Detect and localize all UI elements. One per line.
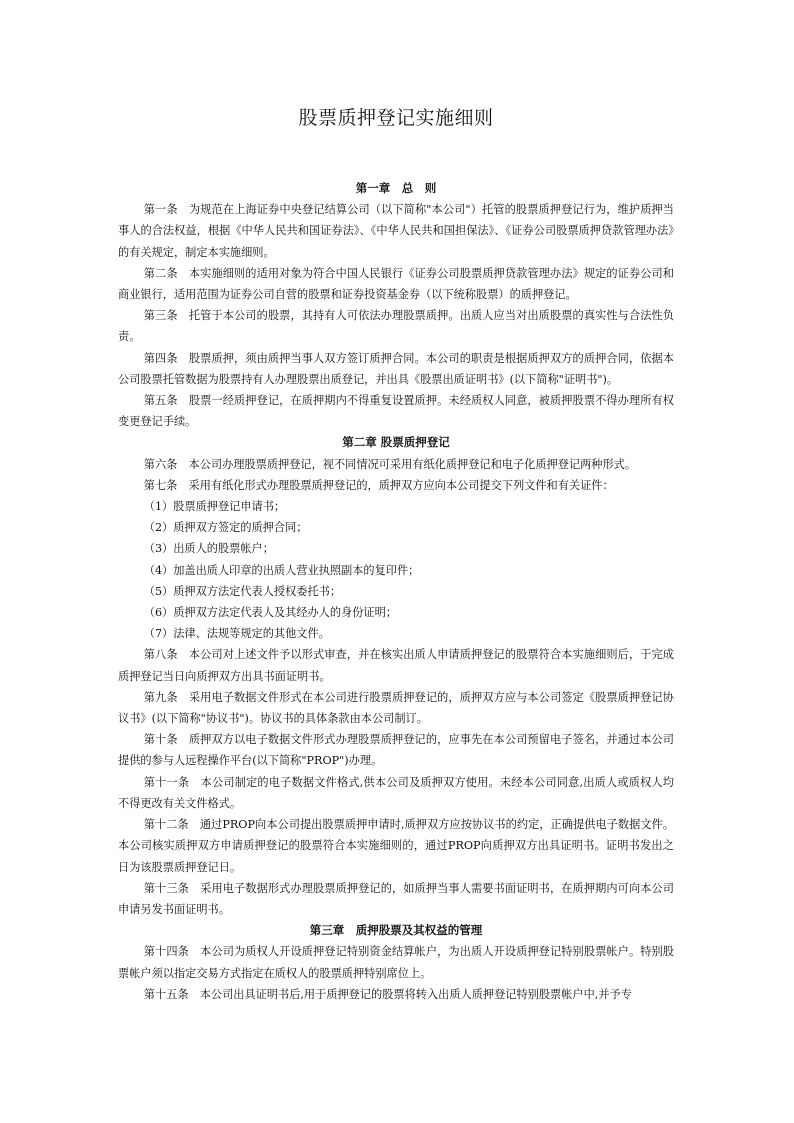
list-item: （5）质押双方法定代表人授权委托书； [143, 584, 342, 598]
article-paragraph: 第七条 采用有纸化形式办理股票质押登记的，质押双方应向本公司提交下列文件和有关证件： [143, 478, 614, 492]
article-paragraph: 第六条 本公司办理股票质押登记，视不同情况可采用有纸化质押登记和电子化质押登记两种形式。 [143, 457, 637, 471]
chapter-heading: 第三章 质押股票及其权益的管理 [309, 923, 483, 938]
article-paragraph: 第九条 采用电子数据文件形式在本公司进行股票质押登记的，质押双方应与本公司签定《股票质押登记协议书》(以下简称"协议书")。协议书的具体条款由本公司制订。 [118, 690, 674, 726]
document-title: 股票质押登记实施细则 [298, 107, 494, 129]
article-paragraph: 第一条 为规范在上海证券中央登记结算公司（以下简称"本公司"）托管的股票质押登记行为，维护质押当事人的合法权益，根据《中华人民共和国证券法》、《中华人民共和国担保法》、《证券公司股票质押贷款管理办法》的有关规定，制定本实施细则。 [118, 203, 674, 259]
list-item: （1）股票质押登记申请书； [143, 500, 286, 514]
article-paragraph: 第十五条 本公司出具证明书后,用于质押登记的股票将转入出质人质押登记特别股票帐户中,并予专 [143, 987, 632, 1001]
article-paragraph: 第四条 股票质押，须由质押当事人双方签订质押合同。本公司的职责是根据质押双方的质押合同，依据本公司股票托管数据为股票持有人办理股票出质登记，并出具《股票出质证明书》(以下简称"证明书")。 [118, 351, 674, 386]
article-paragraph: 第十四条 本公司为质权人开设质押登记特别资金结算帐户，为出质人开设质押登记特别股票帐户。特别股票帐户须以指定交易方式指定在质权人的股票质押特别席位上。 [118, 945, 674, 980]
article-paragraph: 第三条 托管于本公司的股票，其持有人可依法办理股票质押。出质人应当对出质股票的真实性与合法性负责。 [118, 309, 674, 344]
chapter-heading: 第二章 股票质押登记 [342, 435, 450, 450]
chapter-heading: 第一章 总 则 [355, 181, 437, 195]
article-paragraph: 第十条 质押双方以电子数据文件形式办理股票质押登记的，应事先在本公司预留电子签名，并通过本公司提供的参与人远程操作平台(以下简称"PROP")办理。 [118, 733, 674, 768]
list-item: （4）加盖出质人印章的出质人营业执照副本的复印件； [143, 563, 420, 577]
list-item: （2）质押双方签定的质押合同； [143, 521, 308, 535]
article-paragraph: 第二条 本实施细则的适用对象为符合中国人民银行《证券公司股票质押贷款管理办法》规定的证券公司和商业银行，适用范围为证券公司自营的股票和证券投资基金券（以下统称股票）的质押登记。 [118, 266, 674, 302]
document-body [118, 178, 674, 1005]
article-paragraph: 第十一条 本公司制定的电子数据文件格式,供本公司及质押双方使用。未经本公司同意,出质人或质权人均不得更改有关文件格式。 [118, 775, 674, 810]
article-paragraph: 第八条 本公司对上述文件予以形式审查，并在核实出质人申请质押登记的股票符合本实施细则后，于完成质押登记当日向质押双方出具书面证明书。 [118, 648, 674, 683]
list-item: （3）出质人的股票帐户； [143, 542, 274, 556]
article-paragraph: 第五条 股票一经质押登记，在质押期内不得重复设置质押。未经质权人同意，被质押股票不得办理所有权变更登记手续。 [118, 394, 674, 429]
article-paragraph: 第十二条 通过PROP向本公司提出股票质押申请时,质押双方应按协议书的约定，正确提供电子数据文件。本公司核实质押双方申请质押登记的股票符合本实施细则的，通过PROP向质押双方出具证明书。证明书发出之日为该股票质押登记日。 [118, 818, 674, 874]
list-item: （6）质押双方法定代表人及其经办人的身份证明； [143, 606, 397, 620]
article-paragraph: 第十三条 采用电子数据形式办理股票质押登记的，如质押当事人需要书面证明书，在质押期内可向本公司申请另发书面证明书。 [118, 881, 674, 916]
list-item: （7）法律、法规等规定的其他文件。 [143, 627, 330, 641]
